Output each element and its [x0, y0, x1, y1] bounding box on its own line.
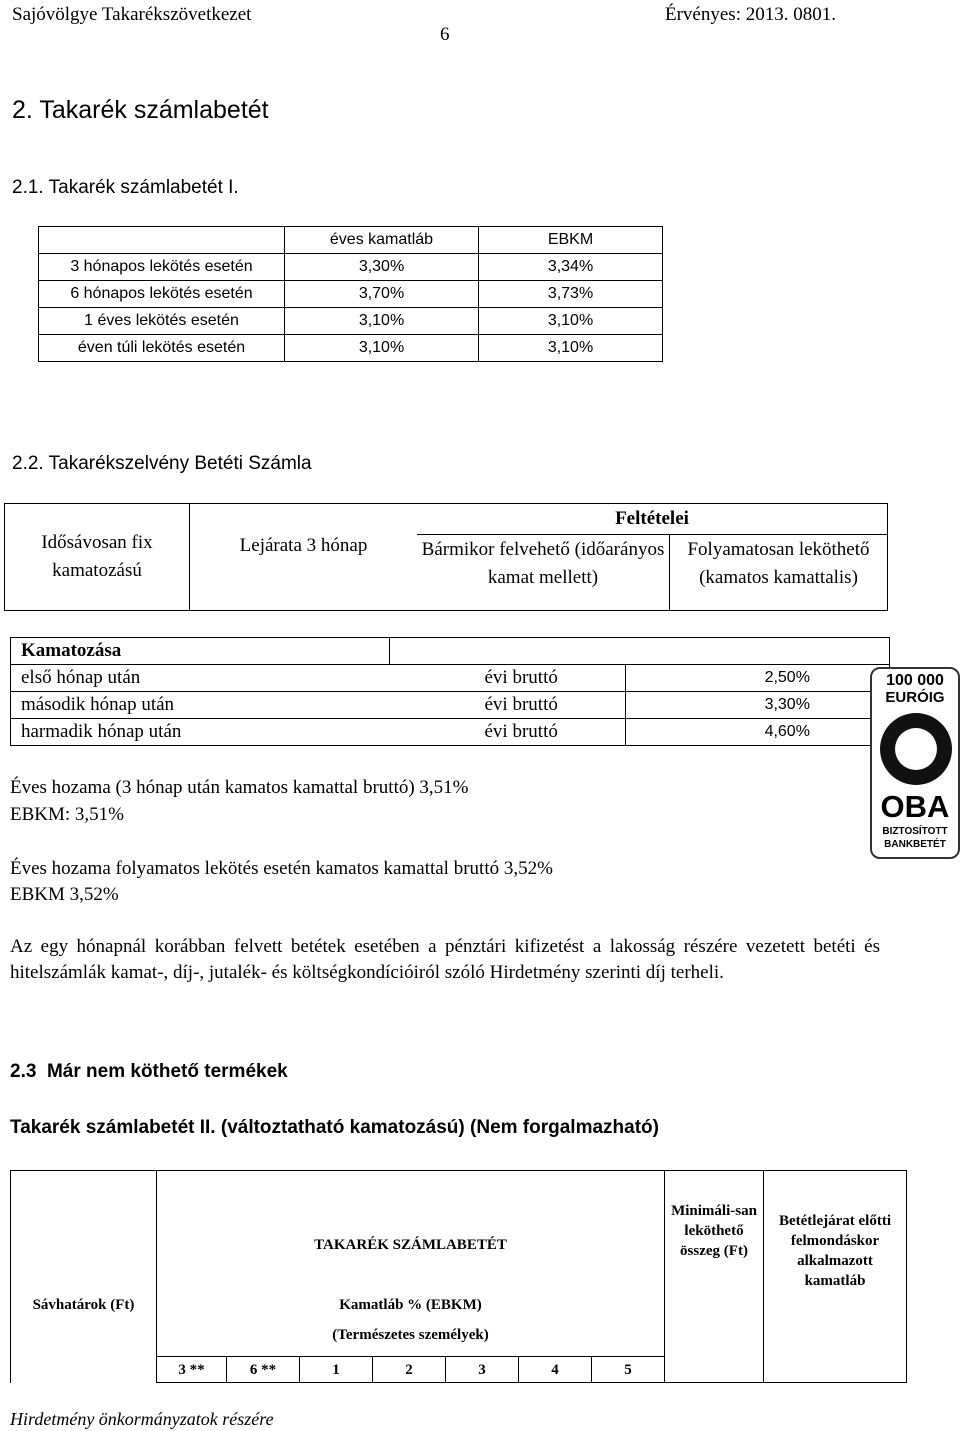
table-row: első hónap után évi bruttó 2,50%	[11, 665, 890, 692]
savings-title-cell	[157, 1171, 665, 1357]
persons-subtitle: (Természetes személyek)	[332, 1327, 489, 1343]
period-col: 1	[300, 1357, 373, 1383]
table-row: éven túli lekötés esetén 3,10% 3,10%	[39, 335, 663, 362]
interest-table-1	[38, 226, 663, 362]
period-col: 5	[592, 1357, 665, 1383]
interest-schedule-table	[10, 637, 890, 746]
period-col: 6 **	[227, 1357, 300, 1383]
section-2-2-title: 2.2. Takarékszelvény Betéti Számla	[12, 453, 312, 474]
conditions-table	[4, 503, 888, 611]
rate-subtitle: Kamatláb % (EBKM)	[339, 1297, 482, 1313]
fixed-rate-cell: Idősávosan fix kamatozású	[5, 504, 190, 611]
section-2-title: 2. Takarék számlabetét	[12, 96, 269, 124]
fee-paragraph: Az egy hónapnál korábban felvett betétek esetében a pénztári kifizetést a lakosság részére vezetett betéti és hitelszámlák kamat-, díj-, jutalék- és költségkondícióiról szóló Hirdetmény szerinti díj terheli.	[10, 936, 880, 983]
ebkm-continuous: EBKM 3,52%	[10, 884, 119, 905]
header-annual-rate: éves kamatláb	[285, 227, 479, 254]
min-amount-header: Minimáli-san leköthető összeg (Ft)	[665, 1171, 764, 1383]
savings-rate-table	[10, 1170, 907, 1383]
yield-3-month: Éves hozama (3 hónap után kamatos kamattal bruttó) 3,51%	[10, 777, 469, 798]
savings-title: TAKARÉK SZÁMLABETÉT	[314, 1237, 507, 1253]
conditions-header: Feltételei	[417, 504, 888, 535]
section-2-3-title: 2.3 Már nem köthető termékek	[10, 1061, 288, 1082]
ebkm-3-month: EBKM: 3,51%	[10, 804, 124, 825]
maturity-cell: Lejárata 3 hónap	[190, 504, 418, 611]
oba-circle-icon	[878, 711, 954, 787]
oba-badge: 100 000 EURÓIG OBA BIZTOSÍTOTT BANKBETÉT	[870, 667, 960, 859]
period-col: 3 **	[157, 1357, 227, 1383]
period-col: 4	[519, 1357, 592, 1383]
early-break-header: Betétlejárat előtti felmondáskor alkalmazott kamatláb	[764, 1171, 907, 1383]
compound-cell: Folyamatosan leköthető (kamatos kamattalis)	[670, 535, 888, 611]
table-row: 6 hónapos lekötés esetén 3,70% 3,73%	[39, 281, 663, 308]
table-row: második hónap után évi bruttó 3,30%	[11, 692, 890, 719]
table-row: harmadik hónap után évi bruttó 4,60%	[11, 719, 890, 746]
header-institution: Sajóvölgye Takarékszövetkezet	[12, 4, 252, 25]
table-row: 1 éves lekötés esetén 3,10% 3,10%	[39, 308, 663, 335]
header-ebkm: EBKM	[479, 227, 663, 254]
table-row: 3 hónapos lekötés esetén 3,30% 3,34%	[39, 254, 663, 281]
schedule-header: Kamatozása	[11, 638, 390, 665]
footer-note: Hirdetmény önkormányzatok részére	[10, 1409, 274, 1429]
header-validity: Érvényes: 2013. 0801.	[665, 4, 836, 25]
yield-continuous: Éves hozama folyamatos lekötés esetén kamatos kamattal bruttó 3,52%	[10, 858, 553, 879]
page-number: 6	[440, 24, 450, 45]
period-col: 3	[446, 1357, 519, 1383]
product-title: Takarék számlabetét II. (változtatható kamatozású) (Nem forgalmazható)	[10, 1117, 659, 1138]
withdrawal-cell: Bármikor felvehető (időarányos kamat mellett)	[417, 535, 670, 611]
section-2-1-title: 2.1. Takarék számlabetét I.	[12, 177, 239, 198]
bands-header: Sávhatárok (Ft)	[11, 1171, 157, 1383]
period-col: 2	[373, 1357, 446, 1383]
